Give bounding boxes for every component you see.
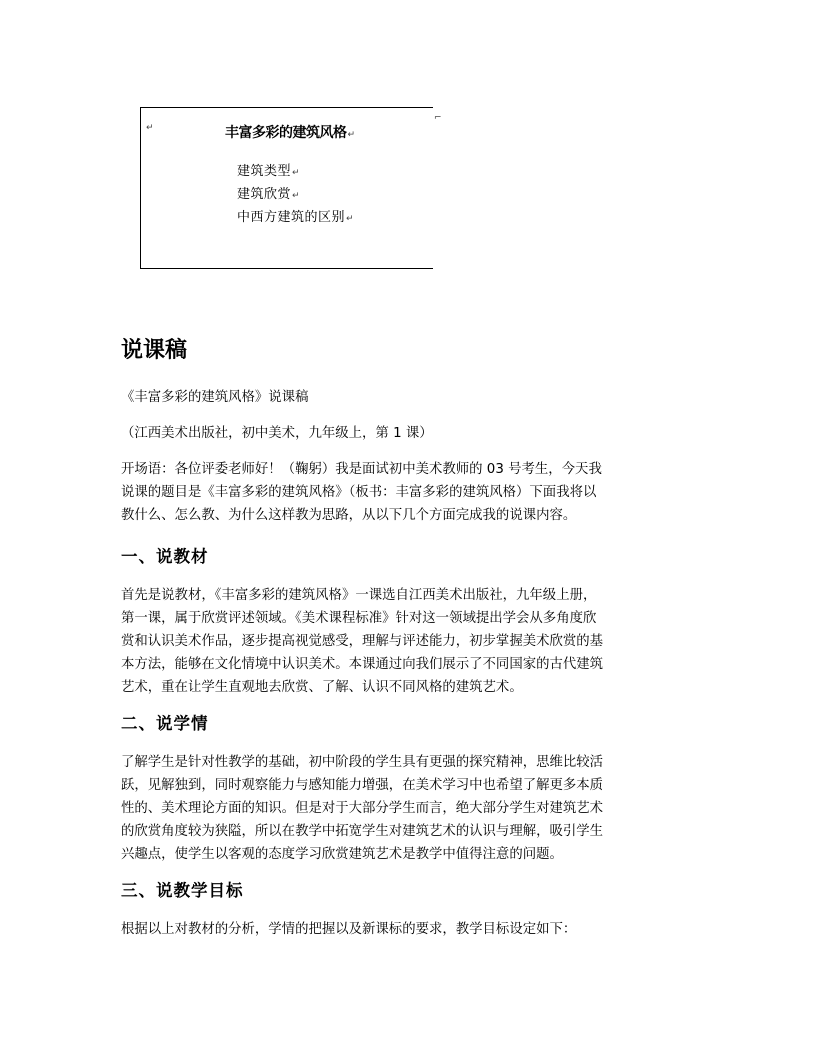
paragraph-line: 兴趣点，使学生以客观的态度学习欣赏建筑艺术是教学中值得注意的问题。 (121, 847, 563, 862)
paragraph-line: 说课的题目是《丰富多彩的建筑风格》（板书：丰富多彩的建筑风格）下面我将以 (121, 485, 597, 500)
section-heading-textbook: 一、说教材 (121, 547, 209, 566)
lesson-subtitle: 《丰富多彩的建筑风格》说课稿 (121, 390, 309, 405)
paragraph-line: 的欣赏角度较为狭隘，所以在教学中拓宽学生对建筑艺术的认识与理解，吸引学生 (121, 824, 604, 839)
blackboard-design-box (140, 107, 442, 269)
board-item-building-appreciation: 建筑欣赏↵ (237, 187, 301, 202)
board-title: 丰富多彩的建筑风格↵ (225, 125, 355, 141)
objectives-intro: 根据以上对教材的分析，学情的把握以及新课标的要求，教学目标设定如下： (121, 922, 577, 937)
document-title: 说课稿 (121, 338, 188, 363)
paragraph-line: 艺术，重在让学生直观地去欣赏、了解、认识不同风格的建筑艺术。 (121, 680, 523, 695)
paragraph-line: 本方法，能够在文化情境中认识美术。本课通过向我们展示了不同国家的古代建筑 (121, 657, 604, 672)
paragraph-line: 首先是说教材，《丰富多彩的建筑风格》一课选自江西美术出版社，九年级上册， (121, 588, 597, 603)
paragraph-line: 教什么、怎么教、为什么这样教为思路，从以下几个方面完成我的说课内容。 (121, 508, 577, 523)
board-item-building-types: 建筑类型↵ (237, 164, 301, 179)
corner-mark: ⌐ (434, 113, 442, 123)
paragraph-line: 开场语：各位评委老师好！（鞠躬）我是面试初中美术教师的 03 号考生，今天我 (121, 462, 602, 477)
section-heading-students: 二、说学情 (121, 714, 209, 733)
lesson-source: （江西美术出版社，初中美术，九年级上，第 1 课） (121, 426, 433, 441)
paragraph-line: 了解学生是针对性教学的基础，初中阶段的学生具有更强的探究精神，思维比较活 (121, 755, 604, 770)
paragraph-line: 赏和认识美术作品，逐步提高视觉感受，理解与评述能力，初步掌握美术欣赏的基 (121, 634, 604, 649)
paragraph-mark: ↵ (146, 123, 154, 133)
section-heading-objectives: 三、说教学目标 (121, 881, 244, 900)
paragraph-line: 跃，见解独到，同时观察能力与感知能力增强，在美术学习中也希望了解更多本质 (121, 778, 604, 793)
paragraph-line: 性的、美术理论方面的知识。但是对于大部分学生而言，绝大部分学生对建筑艺术 (121, 801, 604, 816)
board-item-east-west-differences: 中西方建筑的区别↵ (237, 210, 355, 225)
paragraph-line: 第一课，属于欣赏评述领域。《美术课程标准》针对这一领域提出学会从多角度欣 (121, 611, 597, 626)
